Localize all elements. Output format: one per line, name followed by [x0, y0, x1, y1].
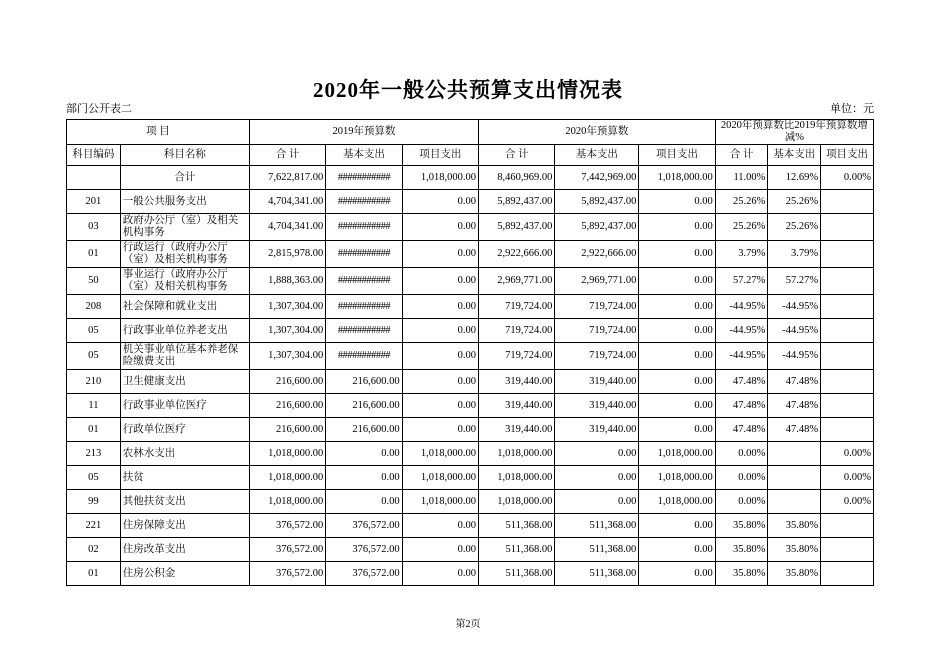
cell-subject-name: 住房保障支出: [120, 514, 249, 538]
cell-total-2019: 7,622,817.00: [249, 166, 325, 190]
table-header-row-1: [67, 120, 874, 145]
cell-total-2020: 319,440.00: [479, 394, 555, 418]
cell-total-compare: 11.00%: [715, 166, 768, 190]
cell-project-2019: 0.00: [402, 538, 478, 562]
cell-total-compare: 25.26%: [715, 190, 768, 214]
table-row: [67, 295, 874, 319]
cell-total-2020: 1,018,000.00: [479, 442, 555, 466]
cell-project-compare: [821, 370, 874, 394]
cell-total-2019: 376,572.00: [249, 514, 325, 538]
cell-subject-name: 一般公共服务支出: [120, 190, 249, 214]
cell-total-compare: 47.48%: [715, 394, 768, 418]
header-group-2019: 2019年预算数: [249, 120, 478, 145]
cell-basic-2019: ###########: [326, 166, 402, 190]
cell-basic-2019: ###########: [326, 343, 402, 370]
cell-basic-compare: -44.95%: [768, 295, 821, 319]
cell-project-2019: 0.00: [402, 241, 478, 268]
cell-basic-compare: 57.27%: [768, 268, 821, 295]
cell-total-2019: 1,018,000.00: [249, 490, 325, 514]
cell-project-2019: 0.00: [402, 562, 478, 586]
cell-basic-2020: 2,922,666.00: [555, 241, 639, 268]
cell-code: 01: [67, 241, 121, 268]
cell-basic-2020: 719,724.00: [555, 319, 639, 343]
cell-subject-name: 住房公积金: [120, 562, 249, 586]
cell-project-2019: 1,018,000.00: [402, 166, 478, 190]
cell-basic-2019: 216,600.00: [326, 370, 402, 394]
cell-basic-2019: 216,600.00: [326, 394, 402, 418]
cell-basic-2019: 0.00: [326, 490, 402, 514]
header-group-compare: 2020年预算数比2019年预算数增减%: [715, 120, 873, 145]
header-total-2019: 合 计: [249, 145, 325, 166]
cell-basic-2020: 0.00: [555, 490, 639, 514]
cell-basic-2019: 0.00: [326, 466, 402, 490]
cell-basic-compare: 25.26%: [768, 190, 821, 214]
cell-basic-2020: 7,442,969.00: [555, 166, 639, 190]
cell-subject-name: 行政事业单位医疗: [120, 394, 249, 418]
cell-basic-2019: 0.00: [326, 442, 402, 466]
table-row: [67, 166, 874, 190]
cell-code: 221: [67, 514, 121, 538]
cell-project-2019: 0.00: [402, 295, 478, 319]
cell-code: 05: [67, 343, 121, 370]
table-row: [67, 418, 874, 442]
cell-project-compare: [821, 562, 874, 586]
form-label: 部门公开表二: [66, 103, 132, 115]
cell-total-2019: 1,018,000.00: [249, 466, 325, 490]
cell-code: 208: [67, 295, 121, 319]
table-row: [67, 466, 874, 490]
cell-project-2020: 0.00: [639, 343, 715, 370]
cell-total-2020: 5,892,437.00: [479, 214, 555, 241]
cell-total-2020: 5,892,437.00: [479, 190, 555, 214]
table-row: [67, 214, 874, 241]
table-row: [67, 370, 874, 394]
cell-project-2019: 0.00: [402, 268, 478, 295]
cell-total-compare: 57.27%: [715, 268, 768, 295]
cell-project-compare: 0.00%: [821, 490, 874, 514]
cell-project-compare: [821, 190, 874, 214]
cell-total-compare: 3.79%: [715, 241, 768, 268]
cell-project-2020: 0.00: [639, 370, 715, 394]
cell-project-2020: 1,018,000.00: [639, 166, 715, 190]
cell-code: 11: [67, 394, 121, 418]
cell-project-2020: 0.00: [639, 190, 715, 214]
cell-basic-2020: 2,969,771.00: [555, 268, 639, 295]
cell-basic-compare: 12.69%: [768, 166, 821, 190]
cell-total-compare: 25.26%: [715, 214, 768, 241]
cell-project-compare: [821, 343, 874, 370]
cell-total-2019: 1,307,304.00: [249, 295, 325, 319]
cell-total-2020: 1,018,000.00: [479, 490, 555, 514]
cell-total-2019: 216,600.00: [249, 370, 325, 394]
cell-code: 02: [67, 538, 121, 562]
cell-subject-name: 行政事业单位养老支出: [120, 319, 249, 343]
cell-code: 03: [67, 214, 121, 241]
cell-project-compare: [821, 319, 874, 343]
cell-total-2020: 1,018,000.00: [479, 466, 555, 490]
cell-basic-2020: 5,892,437.00: [555, 190, 639, 214]
cell-code: 201: [67, 190, 121, 214]
cell-basic-compare: 47.48%: [768, 394, 821, 418]
cell-basic-compare: -44.95%: [768, 343, 821, 370]
cell-total-2020: 511,368.00: [479, 562, 555, 586]
cell-project-2020: 0.00: [639, 514, 715, 538]
page-footer: 第2页: [455, 619, 481, 630]
cell-total-2019: 2,815,978.00: [249, 241, 325, 268]
cell-basic-2019: 376,572.00: [326, 562, 402, 586]
cell-basic-2020: 5,892,437.00: [555, 214, 639, 241]
table-row: [67, 319, 874, 343]
cell-project-2019: 1,018,000.00: [402, 490, 478, 514]
cell-total-compare: 0.00%: [715, 442, 768, 466]
header-basic-compare: 基本支出: [768, 145, 821, 166]
cell-project-compare: 0.00%: [821, 466, 874, 490]
cell-project-compare: 0.00%: [821, 166, 874, 190]
cell-total-2019: 1,307,304.00: [249, 319, 325, 343]
cell-basic-2020: 511,368.00: [555, 538, 639, 562]
cell-subject-name: 机关事业单位基本养老保险缴费支出: [120, 343, 249, 370]
table-row: [67, 343, 874, 370]
cell-project-2020: 0.00: [639, 214, 715, 241]
cell-subject-name: 其他扶贫支出: [120, 490, 249, 514]
page-title: 2020年一般公共预算支出情况表: [313, 78, 623, 102]
cell-total-2020: 719,724.00: [479, 319, 555, 343]
cell-basic-2019: 376,572.00: [326, 514, 402, 538]
cell-project-2019: 0.00: [402, 319, 478, 343]
cell-basic-compare: 25.26%: [768, 214, 821, 241]
budget-table: [66, 119, 874, 586]
cell-project-2019: 1,018,000.00: [402, 442, 478, 466]
cell-basic-compare: 3.79%: [768, 241, 821, 268]
cell-subject-name: 社会保障和就业支出: [120, 295, 249, 319]
cell-total-2019: 216,600.00: [249, 394, 325, 418]
cell-basic-compare: -44.95%: [768, 319, 821, 343]
cell-total-compare: 35.80%: [715, 514, 768, 538]
cell-code: 05: [67, 319, 121, 343]
cell-basic-compare: [768, 490, 821, 514]
cell-subject-name: 农林水支出: [120, 442, 249, 466]
cell-basic-2019: 216,600.00: [326, 418, 402, 442]
cell-project-2019: 0.00: [402, 190, 478, 214]
cell-basic-2019: ###########: [326, 214, 402, 241]
cell-project-2020: 0.00: [639, 241, 715, 268]
cell-subject-name: 行政运行（政府办公厅（室）及相关机构事务: [120, 241, 249, 268]
cell-total-2020: 319,440.00: [479, 418, 555, 442]
cell-basic-compare: 35.80%: [768, 538, 821, 562]
cell-basic-2019: ###########: [326, 190, 402, 214]
header-name: 科目名称: [120, 145, 249, 166]
cell-code: [67, 166, 121, 190]
cell-project-compare: [821, 394, 874, 418]
cell-project-2020: 0.00: [639, 268, 715, 295]
cell-project-compare: [821, 214, 874, 241]
cell-project-compare: [821, 241, 874, 268]
cell-basic-compare: 47.48%: [768, 418, 821, 442]
cell-basic-2020: 511,368.00: [555, 514, 639, 538]
cell-basic-2019: ###########: [326, 268, 402, 295]
header-code: 科目编码: [67, 145, 121, 166]
table-row: [67, 268, 874, 295]
cell-project-2020: 0.00: [639, 538, 715, 562]
cell-project-2019: 0.00: [402, 370, 478, 394]
cell-total-compare: 35.80%: [715, 538, 768, 562]
cell-code: 99: [67, 490, 121, 514]
header-basic-2019: 基本支出: [326, 145, 402, 166]
header-group-2020: 2020年预算数: [479, 120, 716, 145]
cell-total-2019: 216,600.00: [249, 418, 325, 442]
cell-project-compare: [821, 514, 874, 538]
table-header-row-2: [67, 145, 874, 166]
cell-basic-2020: 719,724.00: [555, 295, 639, 319]
table-row: [67, 538, 874, 562]
cell-code: 213: [67, 442, 121, 466]
unit-note: 单位：元: [830, 103, 874, 115]
cell-basic-compare: 47.48%: [768, 370, 821, 394]
cell-subject-name: 行政单位医疗: [120, 418, 249, 442]
table-row: [67, 190, 874, 214]
cell-total-compare: 0.00%: [715, 490, 768, 514]
cell-project-compare: [821, 418, 874, 442]
table-row: [67, 562, 874, 586]
cell-project-2019: 0.00: [402, 394, 478, 418]
cell-subject-name: 事业运行（政府办公厅（室）及相关机构事务: [120, 268, 249, 295]
cell-total-2020: 511,368.00: [479, 538, 555, 562]
cell-subject-name: 政府办公厅（室）及相关机构事务: [120, 214, 249, 241]
cell-project-2019: 1,018,000.00: [402, 466, 478, 490]
cell-total-2019: 1,307,304.00: [249, 343, 325, 370]
cell-total-2019: 4,704,341.00: [249, 190, 325, 214]
cell-basic-compare: [768, 442, 821, 466]
cell-subject-name: 卫生健康支出: [120, 370, 249, 394]
table-body: [67, 166, 874, 586]
cell-total-2020: 719,724.00: [479, 343, 555, 370]
cell-basic-compare: [768, 466, 821, 490]
cell-project-2019: 0.00: [402, 343, 478, 370]
cell-basic-2020: 319,440.00: [555, 418, 639, 442]
cell-total-2020: 2,969,771.00: [479, 268, 555, 295]
cell-total-2019: 1,888,363.00: [249, 268, 325, 295]
cell-code: 05: [67, 466, 121, 490]
cell-total-2020: 8,460,969.00: [479, 166, 555, 190]
cell-total-compare: -44.95%: [715, 343, 768, 370]
cell-basic-2020: 319,440.00: [555, 394, 639, 418]
cell-basic-2020: 511,368.00: [555, 562, 639, 586]
table-row: [67, 394, 874, 418]
cell-project-2020: 0.00: [639, 295, 715, 319]
cell-code: 210: [67, 370, 121, 394]
cell-project-2020: 0.00: [639, 562, 715, 586]
cell-project-2020: 1,018,000.00: [639, 466, 715, 490]
cell-total-compare: -44.95%: [715, 295, 768, 319]
cell-project-compare: 0.00%: [821, 442, 874, 466]
cell-total-2020: 719,724.00: [479, 295, 555, 319]
cell-basic-2019: ###########: [326, 319, 402, 343]
cell-subject-name: 合计: [120, 166, 249, 190]
cell-project-2020: 0.00: [639, 418, 715, 442]
table-row: [67, 490, 874, 514]
cell-project-2020: 0.00: [639, 394, 715, 418]
cell-project-compare: [821, 268, 874, 295]
cell-total-2019: 376,572.00: [249, 538, 325, 562]
cell-basic-2019: ###########: [326, 241, 402, 268]
cell-basic-2020: 0.00: [555, 442, 639, 466]
header-total-compare: 合 计: [715, 145, 768, 166]
header-item-group: 项 目: [67, 120, 250, 145]
cell-total-2020: 511,368.00: [479, 514, 555, 538]
cell-total-compare: 47.48%: [715, 370, 768, 394]
cell-basic-2019: 376,572.00: [326, 538, 402, 562]
cell-project-2019: 0.00: [402, 418, 478, 442]
cell-subject-name: 扶贫: [120, 466, 249, 490]
cell-project-compare: [821, 295, 874, 319]
cell-total-compare: 0.00%: [715, 466, 768, 490]
cell-code: 50: [67, 268, 121, 295]
cell-code: 01: [67, 562, 121, 586]
cell-basic-2020: 719,724.00: [555, 343, 639, 370]
cell-basic-2020: 319,440.00: [555, 370, 639, 394]
cell-basic-2020: 0.00: [555, 466, 639, 490]
cell-total-compare: 35.80%: [715, 562, 768, 586]
cell-total-2020: 319,440.00: [479, 370, 555, 394]
header-project-2020: 项目支出: [639, 145, 715, 166]
cell-total-2019: 1,018,000.00: [249, 442, 325, 466]
cell-project-2020: 0.00: [639, 319, 715, 343]
cell-total-2019: 376,572.00: [249, 562, 325, 586]
header-project-2019: 项目支出: [402, 145, 478, 166]
cell-subject-name: 住房改革支出: [120, 538, 249, 562]
cell-project-2020: 1,018,000.00: [639, 442, 715, 466]
header-project-compare: 项目支出: [821, 145, 874, 166]
cell-total-2020: 2,922,666.00: [479, 241, 555, 268]
cell-code: 01: [67, 418, 121, 442]
table-row: [67, 514, 874, 538]
cell-basic-compare: 35.80%: [768, 514, 821, 538]
cell-basic-2019: ###########: [326, 295, 402, 319]
table-row: [67, 241, 874, 268]
cell-total-compare: -44.95%: [715, 319, 768, 343]
cell-total-2019: 4,704,341.00: [249, 214, 325, 241]
header-basic-2020: 基本支出: [555, 145, 639, 166]
cell-total-compare: 47.48%: [715, 418, 768, 442]
cell-project-2020: 1,018,000.00: [639, 490, 715, 514]
header-total-2020: 合 计: [479, 145, 555, 166]
cell-project-compare: [821, 538, 874, 562]
cell-project-2019: 0.00: [402, 514, 478, 538]
cell-basic-compare: 35.80%: [768, 562, 821, 586]
table-row: [67, 442, 874, 466]
cell-project-2019: 0.00: [402, 214, 478, 241]
